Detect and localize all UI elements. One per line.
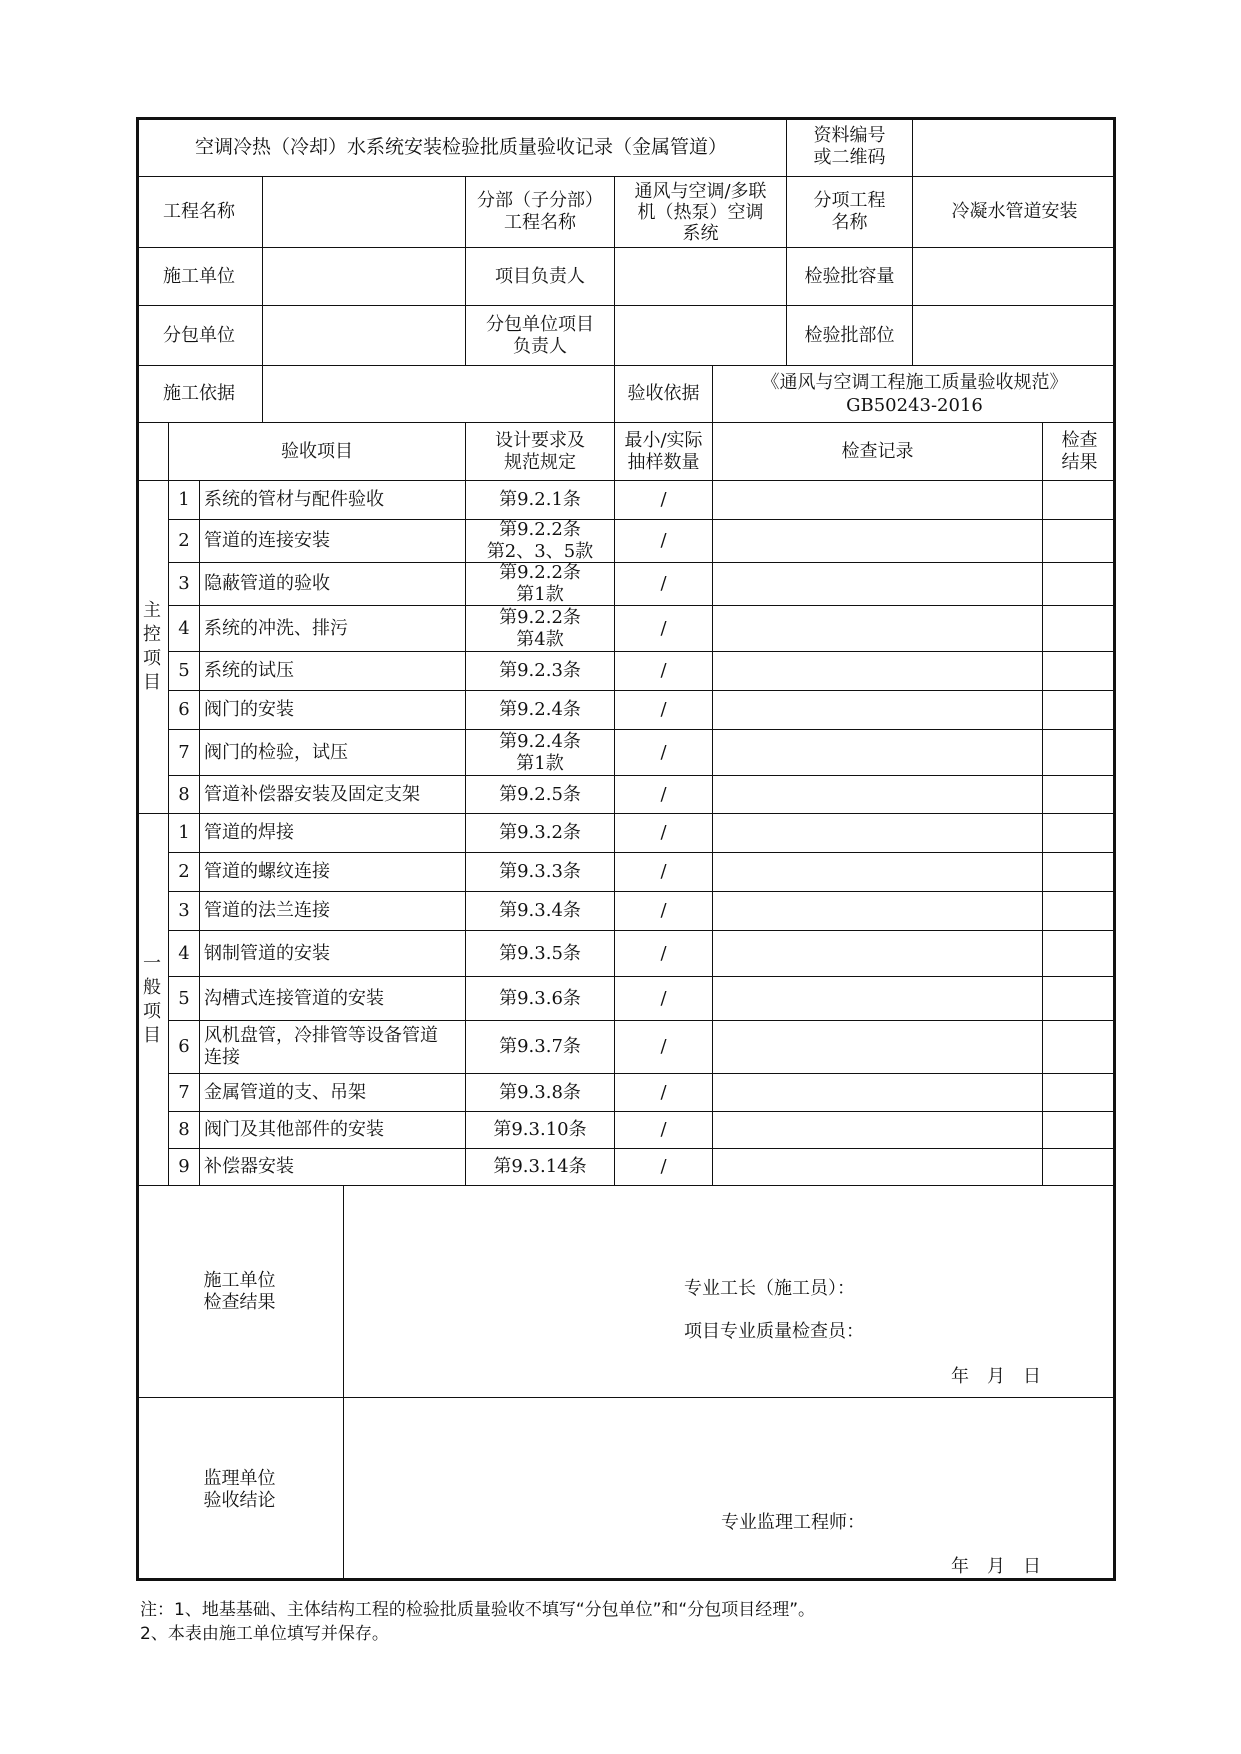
main-item-record[interactable]: [712, 605, 1042, 651]
main-item-clause: 第9.2.4条: [465, 690, 614, 729]
subitem-value: 冷凝水管道安装: [912, 176, 1116, 247]
main-item-clause: 第9.2.1条: [465, 480, 614, 519]
general-item-result[interactable]: [1042, 1111, 1116, 1148]
note-line-2: 2、本表由施工单位填写并保存。: [140, 1624, 389, 1644]
inspector-signature-label: 项目专业质量检查员：: [684, 1321, 864, 1342]
main-item-record[interactable]: [712, 651, 1042, 690]
engineer-signature-label: 专业监理工程师：: [721, 1512, 865, 1533]
main-item-clause: 第9.2.2条 第2、3、5款: [465, 519, 614, 562]
contractor-result-area[interactable]: [343, 1185, 1116, 1397]
general-item-record[interactable]: [712, 930, 1042, 976]
subcontractor-value[interactable]: [262, 305, 465, 365]
form-title: 空调冷热（冷却）水系统安装检验批质量验收记录（金属管道）: [194, 135, 727, 158]
general-item-sample: /: [614, 852, 712, 891]
general-item-name: 管道的法兰连接: [199, 891, 465, 930]
section-blank: [136, 422, 168, 480]
general-item-sample: /: [614, 1111, 712, 1148]
general-item-name: 管道的焊接: [199, 813, 465, 852]
main-item-no: 5: [168, 651, 199, 690]
general-item-clause: 第9.3.5条: [465, 930, 614, 976]
main-item-no: 7: [168, 729, 199, 775]
main-item-clause: 第9.2.4条 第1款: [465, 729, 614, 775]
main-item-name: 系统的管材与配件验收: [199, 480, 465, 519]
main-item-sample: /: [614, 690, 712, 729]
main-item-result[interactable]: [1042, 775, 1116, 813]
general-item-name: 风机盘管，冷排管等设备管道 连接: [199, 1020, 465, 1073]
main-item-clause: 第9.2.2条 第1款: [465, 562, 614, 605]
foreman-signature-label: 专业工长（施工员）：: [684, 1278, 855, 1299]
general-item-sample: /: [614, 1148, 712, 1185]
general-item-record[interactable]: [712, 813, 1042, 852]
project-name-value[interactable]: [262, 176, 465, 247]
main-item-sample: /: [614, 605, 712, 651]
main-item-clause: 第9.2.2条 第4款: [465, 605, 614, 651]
sub-pm-value[interactable]: [614, 305, 786, 365]
main-item-record[interactable]: [712, 480, 1042, 519]
main-item-name: 管道的连接安装: [199, 519, 465, 562]
general-item-no: 5: [168, 976, 199, 1020]
general-item-result[interactable]: [1042, 976, 1116, 1020]
general-item-name: 补偿器安装: [199, 1148, 465, 1185]
general-item-no: 1: [168, 813, 199, 852]
main-item-sample: /: [614, 562, 712, 605]
main-item-name: 系统的试压: [199, 651, 465, 690]
general-item-record[interactable]: [712, 1073, 1042, 1111]
basis-value[interactable]: [262, 365, 614, 422]
subitem-label: 分项工程 名称: [786, 176, 912, 247]
general-item-name: 管道的螺纹连接: [199, 852, 465, 891]
general-item-record[interactable]: [712, 1020, 1042, 1073]
general-item-name: 阀门及其他部件的安装: [199, 1111, 465, 1148]
general-item-record[interactable]: [712, 1111, 1042, 1148]
accept-basis-value: 《通风与空调工程施工质量验收规范》 GB50243-2016: [712, 365, 1116, 422]
main-item-sample: /: [614, 729, 712, 775]
general-item-no: 4: [168, 930, 199, 976]
general-item-no: 3: [168, 891, 199, 930]
main-item-sample: /: [614, 519, 712, 562]
supervisor-result-area[interactable]: [343, 1397, 1116, 1581]
capacity-value[interactable]: [912, 247, 1116, 305]
general-item-clause: 第9.3.14条: [465, 1148, 614, 1185]
main-item-result[interactable]: [1042, 605, 1116, 651]
note-line-1: 注：1、地基基础、主体结构工程的检验批质量验收不填写“分包单位”和“分包项目经理”。: [140, 1600, 816, 1620]
general-item-result[interactable]: [1042, 1073, 1116, 1111]
general-item-clause: 第9.3.7条: [465, 1020, 614, 1073]
general-item-result[interactable]: [1042, 891, 1116, 930]
general-item-sample: /: [614, 1073, 712, 1111]
main-item-name: 隐蔽管道的验收: [199, 562, 465, 605]
location-label: 检验批部位: [786, 305, 912, 365]
general-item-result[interactable]: [1042, 1020, 1116, 1073]
general-item-result[interactable]: [1042, 1148, 1116, 1185]
inspection-form: [136, 117, 1116, 1581]
general-item-sample: /: [614, 930, 712, 976]
general-item-name: 沟槽式连接管道的安装: [199, 976, 465, 1020]
general-item-clause: 第9.3.2条: [465, 813, 614, 852]
subcontractor-label: 分包单位: [136, 305, 262, 365]
subdivision-label: 分部（子分部） 工程名称: [465, 176, 614, 247]
main-item-record[interactable]: [712, 519, 1042, 562]
main-item-record[interactable]: [712, 690, 1042, 729]
contractor-date-label: 年 月 日: [951, 1366, 1041, 1387]
main-control-label: 主 控 项 目: [136, 480, 168, 813]
code-label: 资料编号 或二维码: [786, 117, 912, 176]
main-item-name: 阀门的检验，试压: [199, 729, 465, 775]
contractor-value[interactable]: [262, 247, 465, 305]
general-item-clause: 第9.3.8条: [465, 1073, 614, 1111]
general-item-result[interactable]: [1042, 813, 1116, 852]
main-item-clause: 第9.2.5条: [465, 775, 614, 813]
main-item-result[interactable]: [1042, 729, 1116, 775]
main-item-no: 3: [168, 562, 199, 605]
supervisor-date-label: 年 月 日: [951, 1556, 1041, 1577]
contractor-label: 施工单位: [136, 247, 262, 305]
general-item-result[interactable]: [1042, 930, 1116, 976]
main-item-no: 1: [168, 480, 199, 519]
main-item-no: 2: [168, 519, 199, 562]
main-item-result[interactable]: [1042, 651, 1116, 690]
pm-value[interactable]: [614, 247, 786, 305]
general-item-no: 2: [168, 852, 199, 891]
main-item-sample: /: [614, 651, 712, 690]
general-item-record[interactable]: [712, 852, 1042, 891]
main-item-record[interactable]: [712, 775, 1042, 813]
general-item-no: 8: [168, 1111, 199, 1148]
basis-label: 施工依据: [136, 365, 262, 422]
contractor-result-label: 施工单位 检查结果: [136, 1185, 343, 1397]
main-item-result[interactable]: [1042, 480, 1116, 519]
sub-pm-label: 分包单位项目 负责人: [465, 305, 614, 365]
general-item-clause: 第9.3.3条: [465, 852, 614, 891]
general-item-result[interactable]: [1042, 852, 1116, 891]
capacity-label: 检验批容量: [786, 247, 912, 305]
col-result: 检查 结果: [1042, 422, 1116, 480]
main-item-sample: /: [614, 775, 712, 813]
col-sample: 最小/实际 抽样数量: [614, 422, 712, 480]
main-item-record[interactable]: [712, 562, 1042, 605]
main-item-result[interactable]: [1042, 562, 1116, 605]
general-item-sample: /: [614, 891, 712, 930]
main-item-clause: 第9.2.3条: [465, 651, 614, 690]
general-item-no: 9: [168, 1148, 199, 1185]
general-item-clause: 第9.3.10条: [465, 1111, 614, 1148]
col-record: 检查记录: [712, 422, 1042, 480]
main-item-no: 6: [168, 690, 199, 729]
main-item-no: 4: [168, 605, 199, 651]
col-item: 验收项目: [168, 422, 465, 480]
supervisor-result-label: 监理单位 验收结论: [136, 1397, 343, 1581]
main-item-name: 管道补偿器安装及固定支架: [199, 775, 465, 813]
main-item-no: 8: [168, 775, 199, 813]
project-name-label: 工程名称: [136, 176, 262, 247]
main-item-name: 阀门的安装: [199, 690, 465, 729]
accept-basis-label: 验收依据: [614, 365, 712, 422]
general-item-name: 钢制管道的安装: [199, 930, 465, 976]
general-item-record[interactable]: [712, 976, 1042, 1020]
main-item-record[interactable]: [712, 729, 1042, 775]
general-item-clause: 第9.3.4条: [465, 891, 614, 930]
main-item-name: 系统的冲洗、排污: [199, 605, 465, 651]
general-item-name: 金属管道的支、吊架: [199, 1073, 465, 1111]
subdivision-value: 通风与空调/多联 机（热泵）空调 系统: [614, 176, 786, 247]
col-design: 设计要求及 规范规定: [465, 422, 614, 480]
general-item-clause: 第9.3.6条: [465, 976, 614, 1020]
general-item-sample: /: [614, 976, 712, 1020]
code-value[interactable]: [912, 117, 1116, 176]
main-item-result[interactable]: [1042, 690, 1116, 729]
location-value[interactable]: [912, 305, 1116, 365]
pm-label: 项目负责人: [465, 247, 614, 305]
general-item-no: 7: [168, 1073, 199, 1111]
general-item-record[interactable]: [712, 891, 1042, 930]
main-item-sample: /: [614, 480, 712, 519]
general-item-record[interactable]: [712, 1148, 1042, 1185]
general-item-sample: /: [614, 1020, 712, 1073]
general-item-label: 一 般 项 目: [136, 813, 168, 1185]
main-item-result[interactable]: [1042, 519, 1116, 562]
general-item-sample: /: [614, 813, 712, 852]
general-item-no: 6: [168, 1020, 199, 1073]
